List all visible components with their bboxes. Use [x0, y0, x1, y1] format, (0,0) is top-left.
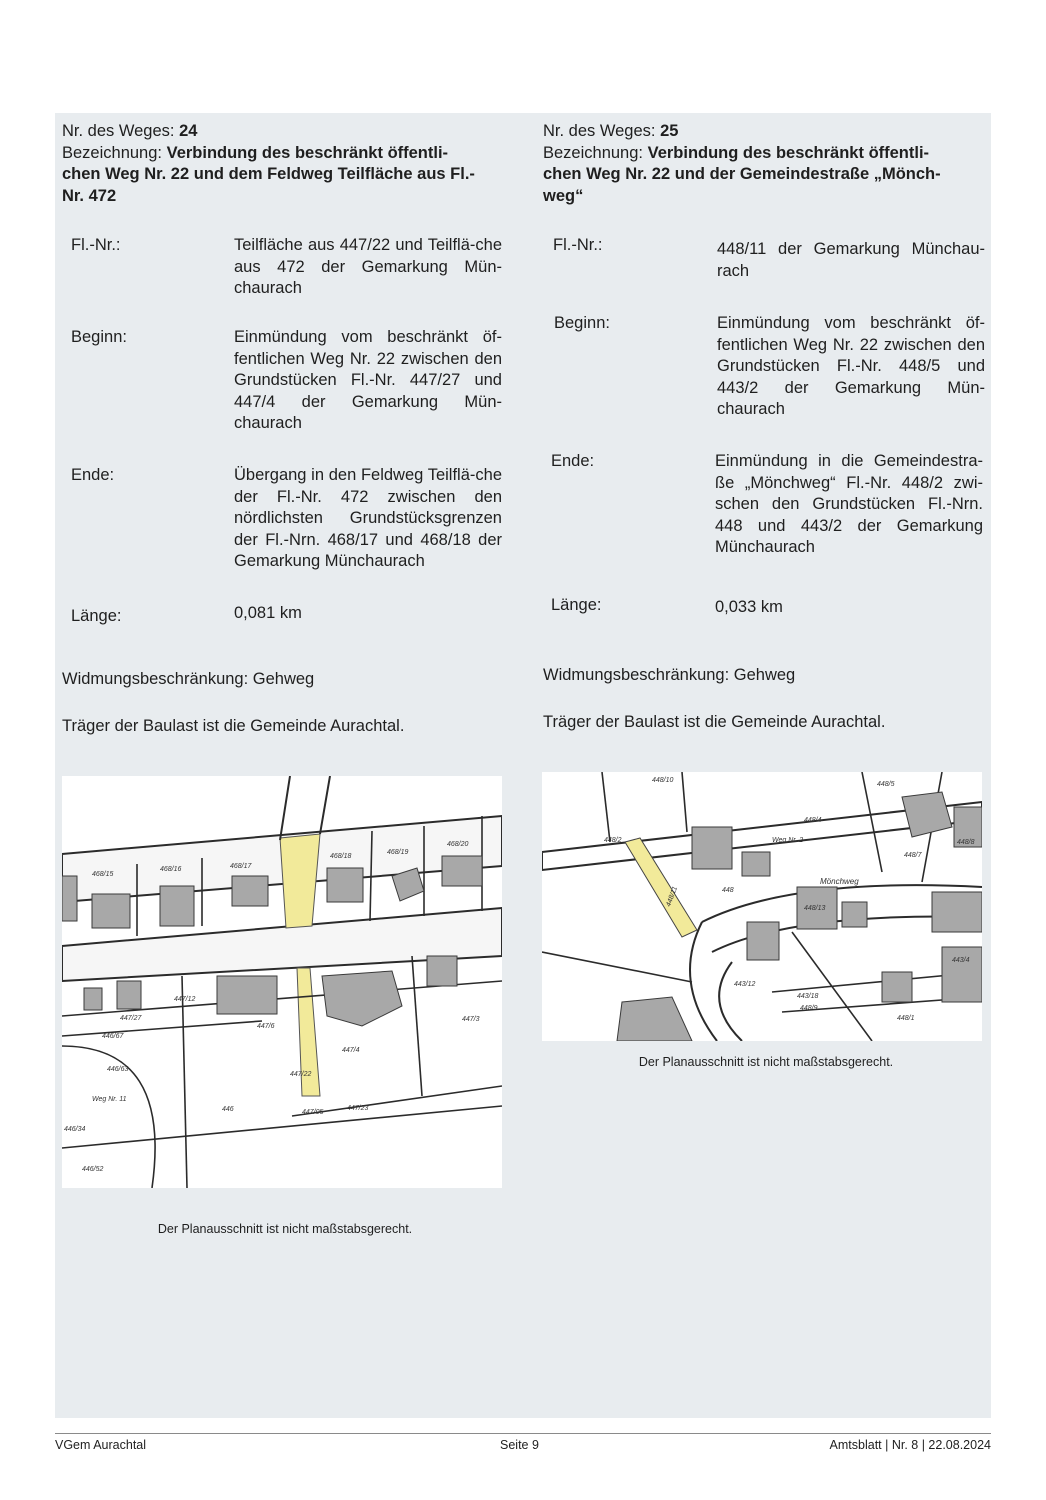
designation-line-1 — [543, 143, 989, 165]
map-label: 448/13 — [804, 905, 826, 912]
map-label: 446/34 — [64, 1126, 86, 1133]
fl-nr-value: 448/11 der Gemarkung Münchau-rach — [717, 240, 985, 280]
ende-value: Übergang in den Feldweg Teilflä-che der Fl.-Nr. 472 zwischen den nördlichsten Grundstücksgrenzen der Fl.-Nrn. 468/17 und 468/18 der Gemarkung Münchaurach — [234, 466, 502, 570]
map-label: 446/52 — [82, 1166, 104, 1173]
designation-text-2: chen Weg Nr. 22 und der Gemeindestraße „Mönch- — [543, 165, 941, 183]
ende-value: Einmündung in die Gemeindestra-ße „Mönchweg“ Fl.-Nr. 448/2 zwi-schen den Grundstücken Fl.-Nrn. 448 und 443/2 der Gemarkung Münchaurach — [715, 452, 983, 556]
footer-publisher: VGem Aurachtal — [55, 1438, 147, 1452]
path-number-line — [62, 121, 508, 143]
widmung-text: Widmungsbeschränkung: Gehweg — [543, 666, 796, 684]
map-label: 468/16 — [160, 866, 182, 873]
widmung-text: Widmungsbeschränkung: Gehweg — [62, 670, 315, 688]
designation-label: Bezeichnung: — [62, 143, 162, 162]
laenge-value: 0,081 km — [234, 604, 302, 622]
laenge-value: 0,033 km — [715, 598, 783, 616]
path-24-column — [62, 113, 508, 1236]
map-label: 443/12 — [734, 981, 756, 988]
map-label: 447/22 — [290, 1071, 312, 1078]
traeger-text: Träger der Baulast ist die Gemeinde Aurachtal. — [543, 713, 886, 731]
map-label: 448/5 — [877, 781, 895, 788]
designation-label: Bezeichnung: — [543, 143, 643, 162]
map-label: 447/23 — [347, 1105, 369, 1112]
laenge-label: Länge: — [551, 596, 602, 614]
beginn-value: Einmündung vom beschränkt öf-fentlichen Weg Nr. 22 zwischen den Grundstücken Fl.-Nr. 447/27 und 447/4 der Gemarkung Mün-chaurach — [234, 328, 502, 432]
content-panel — [55, 113, 991, 1418]
fl-nr-value: Teilfläche aus 447/22 und Teilflä-che aus 472 der Gemarkung Mün-chaurach — [234, 236, 502, 297]
map-label: 447/12 — [174, 996, 196, 1003]
path-number-label: Nr. des Weges: — [543, 122, 656, 140]
map-label: 468/17 — [230, 863, 252, 870]
footer-issue: Amtsblatt | Nr. 8 | 22.08.2024 — [829, 1438, 991, 1452]
ende-label: Ende: — [71, 466, 115, 484]
map-label: 468/20 — [447, 841, 469, 848]
map-label: 447/6 — [257, 1023, 275, 1030]
designation-text-3: Nr. 472 — [62, 186, 117, 205]
beginn-label: Beginn: — [554, 314, 610, 332]
footer-page-number: Seite 9 — [500, 1438, 539, 1452]
map-label: 447/27 — [120, 1015, 142, 1022]
map-label: 443/18 — [797, 993, 819, 1000]
path-25-column — [543, 113, 989, 1069]
map-label: 448/1 — [897, 1015, 915, 1022]
map-label: 448 — [722, 887, 734, 894]
designation-line-1 — [62, 143, 508, 165]
map-label: 448/7 — [904, 852, 922, 859]
site-plan-24-drawing — [62, 776, 502, 1188]
path-number-line — [543, 121, 989, 143]
designation-line-3 — [543, 186, 989, 208]
map-label: 448/8 — [957, 839, 975, 846]
traeger-text: Träger der Baulast ist die Gemeinde Aurachtal. — [62, 717, 405, 735]
map-label: Mönchweg — [820, 877, 859, 886]
beginn-label: Beginn: — [71, 328, 127, 346]
map-label: 468/19 — [387, 849, 409, 856]
beginn-value: Einmündung vom beschränkt öf-fentlichen Weg Nr. 22 zwischen den Grundstücken Fl.-Nr. 448/5 und 443/2 der Gemarkung Mün-chaurach — [717, 314, 985, 418]
map-label: 448/10 — [652, 777, 674, 784]
designation-text-1: Verbindung des beschränkt öffentli- — [166, 143, 449, 162]
map-label: 443/4 — [952, 957, 970, 964]
map-label: 448/2 — [604, 837, 622, 844]
site-plan-map — [62, 776, 502, 1188]
path-25-header — [543, 121, 989, 207]
map-caption: Der Planausschnitt ist nicht maßstabsgerecht. — [638, 1055, 894, 1069]
map-label: 468/15 — [92, 871, 114, 878]
designation-line-2 — [543, 164, 989, 186]
map-label: 448/11 — [665, 885, 680, 908]
map-caption: Der Planausschnitt ist nicht maßstabsgerecht. — [157, 1222, 413, 1236]
site-plan-map — [542, 772, 982, 1041]
path-number-value: 25 — [660, 122, 679, 140]
fl-nr-label: Fl.-Nr.: — [553, 236, 603, 254]
fl-nr-label: Fl.-Nr.: — [71, 236, 121, 254]
designation-line-2 — [62, 164, 508, 186]
path-24-header — [62, 121, 508, 207]
map-label: 448/4 — [804, 817, 822, 824]
site-plan-25-drawing — [542, 772, 982, 1041]
map-label: 448/9 — [800, 1005, 818, 1012]
map-label: Weg Nr. 2 — [772, 837, 804, 844]
footer-divider — [55, 1433, 991, 1434]
designation-text-1: Verbindung des beschränkt öffentli- — [647, 143, 930, 162]
designation-text-3: weg“ — [543, 186, 584, 205]
designation-text-2: chen Weg Nr. 22 und dem Feldweg Teilfläche aus Fl.- — [62, 165, 475, 183]
designation-line-3 — [62, 186, 508, 208]
map-label: 447/05 — [302, 1109, 324, 1116]
map-label: 446/63 — [107, 1066, 129, 1073]
ende-label: Ende: — [551, 452, 595, 470]
path-number-label: Nr. des Weges: — [62, 122, 175, 140]
map-label: 446 — [222, 1106, 234, 1113]
map-label: 446/67 — [102, 1033, 124, 1040]
laenge-label: Länge: — [71, 607, 122, 625]
map-label: 468/18 — [330, 853, 352, 860]
map-label: 447/4 — [342, 1047, 360, 1054]
map-label: 447/3 — [462, 1016, 480, 1023]
path-number-value: 24 — [179, 122, 198, 140]
map-label: Weg Nr. 11 — [92, 1096, 127, 1103]
